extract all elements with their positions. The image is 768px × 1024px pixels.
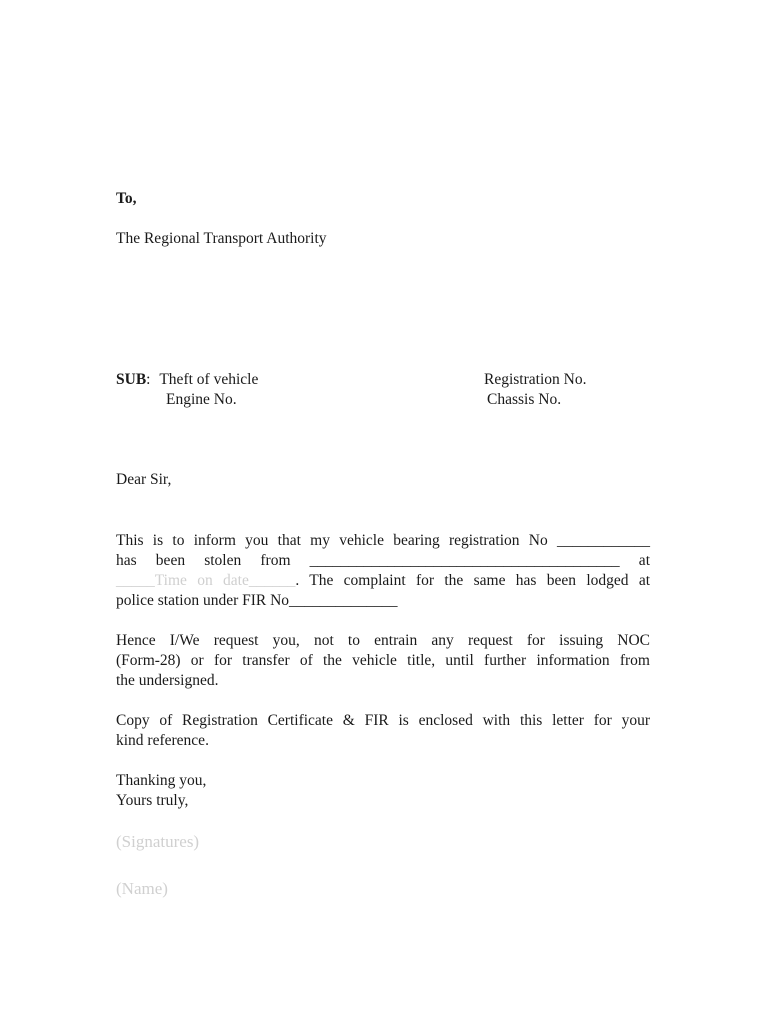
- p1-line-3: [116, 571, 650, 591]
- p2-line-2: (Form-28) or for transfer of the vehicle title, until further information from: [116, 652, 650, 669]
- time-blank-b: ______: [248, 572, 296, 589]
- subject-text: Theft of vehicle: [159, 371, 259, 388]
- yours-truly: Yours truly,: [116, 792, 189, 809]
- p1-line-2: has been stolen from ________________________________________ at: [116, 552, 650, 569]
- p1-line-4: police station under FIR No______________: [116, 592, 398, 609]
- paragraph-theft-details: [116, 531, 650, 611]
- paragraph-request: [116, 631, 650, 691]
- registration-no-label: Registration No.: [484, 371, 587, 388]
- subject-colon: :: [146, 371, 151, 388]
- recipient: The Regional Transport Authority: [116, 230, 327, 247]
- time-blank-a: _____: [116, 572, 155, 589]
- name-placeholder: (Name): [116, 879, 168, 898]
- p1-line-3-rest: . The complaint for the same has been lodged at: [295, 572, 650, 589]
- chassis-no-label: Chassis No.: [487, 391, 562, 408]
- p1-line-1: This is to inform you that my vehicle bearing registration No ____________: [116, 532, 650, 549]
- paragraph-enclosure: [116, 711, 650, 751]
- p3-line-1: Copy of Registration Certificate & FIR is enclosed with this letter for your: [116, 712, 650, 729]
- p3-line-2: kind reference.: [116, 732, 209, 749]
- address-to: To,: [116, 190, 137, 207]
- p2-line-1: Hence I/We request you, not to entrain any request for issuing NOC: [116, 632, 650, 649]
- signatures-placeholder: (Signatures): [116, 832, 200, 851]
- subject-label: SUB: [116, 371, 147, 388]
- thanking-you: Thanking you,: [116, 772, 207, 789]
- salutation: Dear Sir,: [116, 471, 172, 488]
- p2-line-3: the undersigned.: [116, 672, 219, 689]
- engine-no-label: Engine No.: [166, 391, 237, 408]
- subject-line: [116, 370, 258, 390]
- time-on-date-hint: Time on date: [154, 572, 249, 589]
